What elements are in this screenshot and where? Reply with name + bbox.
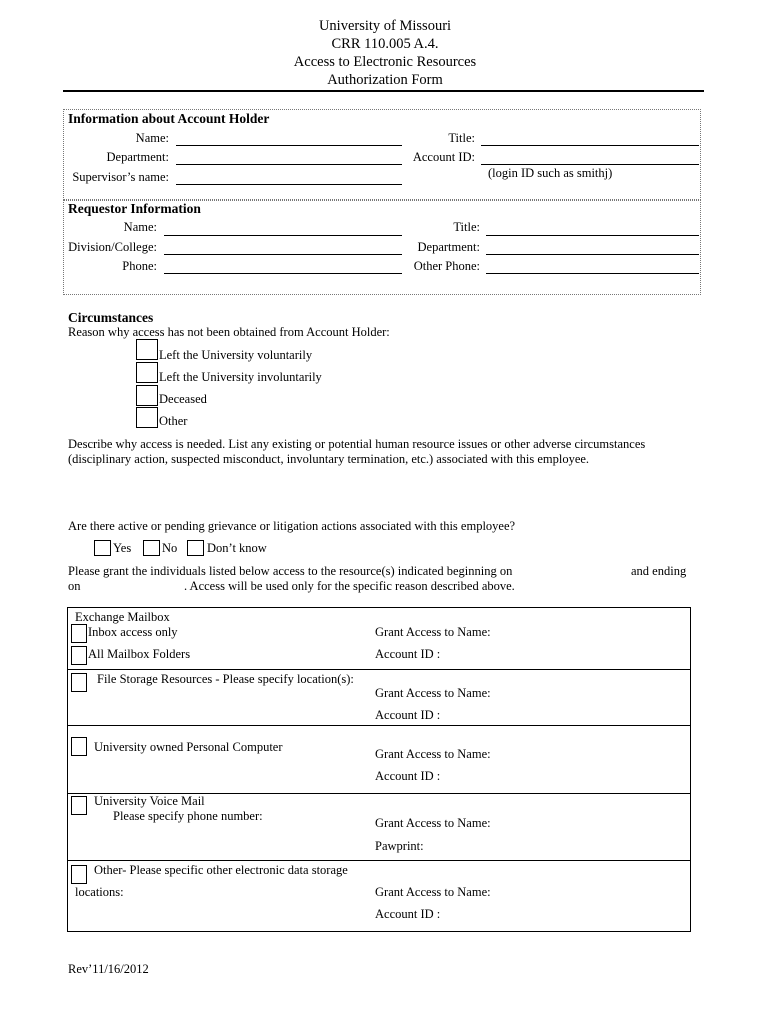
row-divider [67,725,691,726]
requestor-other-phone-field[interactable] [486,273,699,274]
other-reason-checkbox[interactable] [136,407,158,428]
holder-account-id-hint: (login ID such as smithj) [488,166,613,180]
requestor-name-field[interactable] [164,235,402,236]
requestor-department-field[interactable] [486,254,699,255]
holder-title-label: Title: [448,131,475,145]
pc-label: University owned Personal Computer [94,740,283,754]
requestor-phone-label: Phone: [122,259,157,273]
grant-statement-line2: . Access will be used only for the specific reason described above. [184,579,515,593]
left-involuntarily-label: Left the University involuntarily [159,370,322,384]
voicemail-grant-label: Grant Access to Name: [375,816,491,830]
pc-grant-label: Grant Access to Name: [375,747,491,761]
grievance-dont-know-label: Don’t know [207,541,267,555]
other-reason-label: Other [159,414,188,428]
voicemail-phone-label: Please specify phone number: [113,809,263,823]
other-account-label: Account ID : [375,907,441,921]
requestor-title-field[interactable] [486,235,699,236]
deceased-checkbox[interactable] [136,385,158,406]
revision-date: Rev’11/16/2012 [68,962,149,976]
exchange-grant-label: Grant Access to Name: [375,625,491,639]
requestor-heading: Requestor Information [68,201,201,216]
left-voluntarily-checkbox[interactable] [136,339,158,360]
form-rule-code: CRR 110.005 A.4. [331,36,439,52]
grievance-dont-know-checkbox[interactable] [187,540,204,556]
account-holder-heading: Information about Account Holder [68,111,270,126]
form-institution: University of Missouri [318,18,452,34]
grant-on: on [68,579,81,593]
voicemail-checkbox[interactable] [71,796,87,815]
inbox-access-label: Inbox access only [88,625,178,639]
form-subtitle: Authorization Form [327,72,443,88]
left-voluntarily-label: Left the University voluntarily [159,348,313,362]
file-storage-label: File Storage Resources - Please specify location(s): [97,672,354,686]
grant-statement-line1: Please grant the individuals listed below access to the resource(s) indicated beginning on [68,564,513,578]
holder-department-label: Department: [106,150,169,164]
grievance-no-checkbox[interactable] [143,540,160,556]
grievance-no-label: No [162,541,178,555]
file-storage-account-label: Account ID : [375,708,441,722]
grievance-yes-checkbox[interactable] [94,540,111,556]
grievance-yes-label: Yes [113,541,132,555]
other-grant-label: Grant Access to Name: [375,885,491,899]
exchange-account-label: Account ID : [375,647,441,661]
inbox-access-checkbox[interactable] [71,624,87,643]
holder-supervisor-field[interactable] [176,184,402,185]
requestor-division-field[interactable] [164,254,402,255]
other-storage-checkbox[interactable] [71,865,87,884]
voicemail-label: University Voice Mail [94,794,205,808]
describe-prompt-line1: Describe why access is needed. List any existing or potential human resource issues or other adverse circumstances [68,437,646,451]
requestor-phone-field[interactable] [164,273,402,274]
grant-and-ending: and ending [631,564,687,578]
holder-supervisor-label: Supervisor’s name: [72,170,169,184]
left-involuntarily-checkbox[interactable] [136,362,158,383]
holder-account-id-field[interactable] [481,164,699,165]
row-divider [67,669,691,670]
voicemail-pawprint-label: Pawprint: [375,839,424,853]
requestor-division-label: Division/College: [68,240,157,254]
holder-title-field[interactable] [481,145,699,146]
all-mailbox-label: All Mailbox Folders [88,647,191,661]
header-rule [63,90,704,92]
form-title: Access to Electronic Resources [293,54,477,70]
requestor-other-phone-label: Other Phone: [413,259,480,273]
exchange-heading: Exchange Mailbox [75,610,170,624]
all-mailbox-checkbox[interactable] [71,646,87,665]
circumstances-heading: Circumstances [68,310,154,325]
other-storage-label: Other- Please specific other electronic data storage [94,863,348,877]
reason-prompt: Reason why access has not been obtained from Account Holder: [68,325,390,339]
other-storage-locations-label: locations: [75,885,124,899]
holder-name-label: Name: [135,131,169,145]
holder-department-field[interactable] [176,164,402,165]
requestor-department-label: Department: [417,240,480,254]
grievance-question: Are there active or pending grievance or litigation actions associated with this employee? [68,519,516,533]
pc-checkbox[interactable] [71,737,87,756]
requestor-name-label: Name: [123,220,157,234]
holder-name-field[interactable] [176,145,402,146]
file-storage-grant-label: Grant Access to Name: [375,686,491,700]
holder-account-id-label: Account ID: [412,150,475,164]
requestor-title-label: Title: [453,220,480,234]
row-divider [67,860,691,861]
describe-prompt-line2: (disciplinary action, suspected misconduct, involuntary termination, etc.) associated with this employee. [68,452,590,466]
file-storage-checkbox[interactable] [71,673,87,692]
pc-account-label: Account ID : [375,769,441,783]
deceased-label: Deceased [159,392,207,406]
